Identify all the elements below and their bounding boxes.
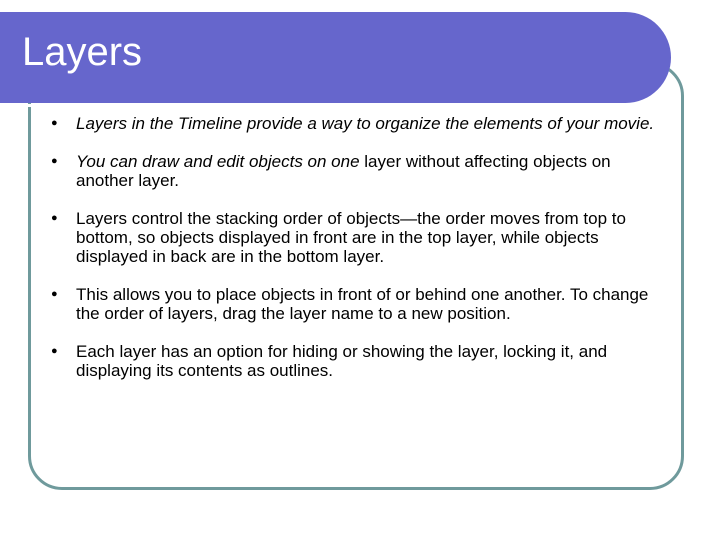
bullet-list: [50, 114, 660, 399]
bullet-item-5: [50, 342, 660, 380]
bullet-item-1: [50, 114, 660, 133]
bullet-icon: ●: [51, 288, 58, 300]
bullet-text: layer without affecting objects on another layer.: [76, 152, 611, 190]
bullet-text: This allows you to place objects in front of or behind one another. To change the order of layers, drag the layer name to a new position.: [76, 285, 649, 323]
bullet-icon: ●: [51, 212, 58, 224]
bullet-text-italic: Layers in the Timeline provide a way to organize the elements of your movie.: [76, 114, 655, 133]
bullet-item-3: [50, 209, 660, 266]
bullet-text: Each layer has an option for hiding or showing the layer, locking it, and displaying its contents as outlines.: [76, 342, 608, 380]
bullet-icon: ●: [51, 155, 58, 167]
bullet-text: Layers control the stacking order of objects—the order moves from top to bottom, so objects displayed in front are in the top layer, while objects displayed in back are in the bottom layer.: [76, 209, 626, 266]
bullet-icon: ●: [51, 117, 58, 129]
bullet-icon: ●: [51, 345, 58, 357]
bullet-item-2: [50, 152, 660, 190]
bullet-text-italic: You can draw and edit objects on one: [76, 152, 360, 171]
bullet-item-4: [50, 285, 660, 323]
slide-title: Layers: [22, 30, 143, 74]
title-underline: [0, 104, 638, 107]
